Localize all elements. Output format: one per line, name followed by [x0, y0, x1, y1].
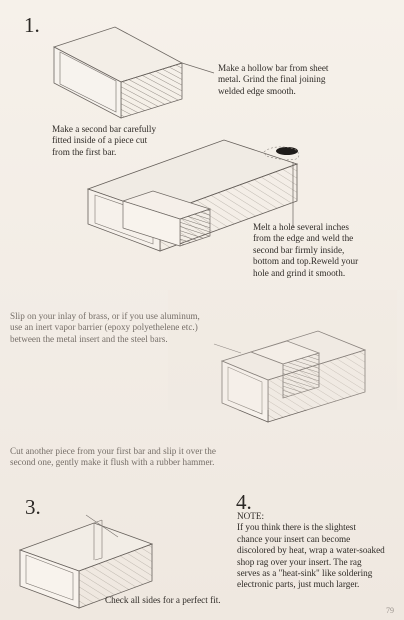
- step-2-intro-text: Make a second bar carefully fitted inside of a piece cut from the first bar.: [52, 124, 157, 157]
- step-1-text: Make a hollow bar from sheet metal. Grind the final joining welded edge smooth.: [218, 63, 329, 96]
- step-2-weld-text: Melt a hole several inches from the edge and weld the second bar firmly inside, bottom and top.Reweld your hole and grind it smooth.: [253, 222, 359, 278]
- step-2-inlay-text: Slip on your inlay of brass, or if you use aluminum, use an inert vapor barrier (epoxy polyethelene etc.) between the metal insert and the steel bars.: [10, 311, 200, 344]
- step-2-cut-text: Cut another piece from your first bar and slip it over the second one, gently make it flush with a rubber hammer.: [10, 446, 216, 468]
- step-4-number: 4.: [236, 490, 252, 514]
- hollow-bar-sketch: [54, 27, 214, 118]
- step-4-text: NOTE: If you think there is the slightest chance your insert can become discolored by heat, wrap a water-soaked shop rag over your insert. The rag serves as a "heat-sink" like soldering electronic parts, just much larger.: [237, 511, 385, 590]
- page-number: 79: [386, 606, 394, 615]
- step-3-text: Check all sides for a perfect fit.: [105, 595, 221, 605]
- step-3-number: 3.: [25, 495, 41, 519]
- step-1-number: 1.: [24, 13, 40, 37]
